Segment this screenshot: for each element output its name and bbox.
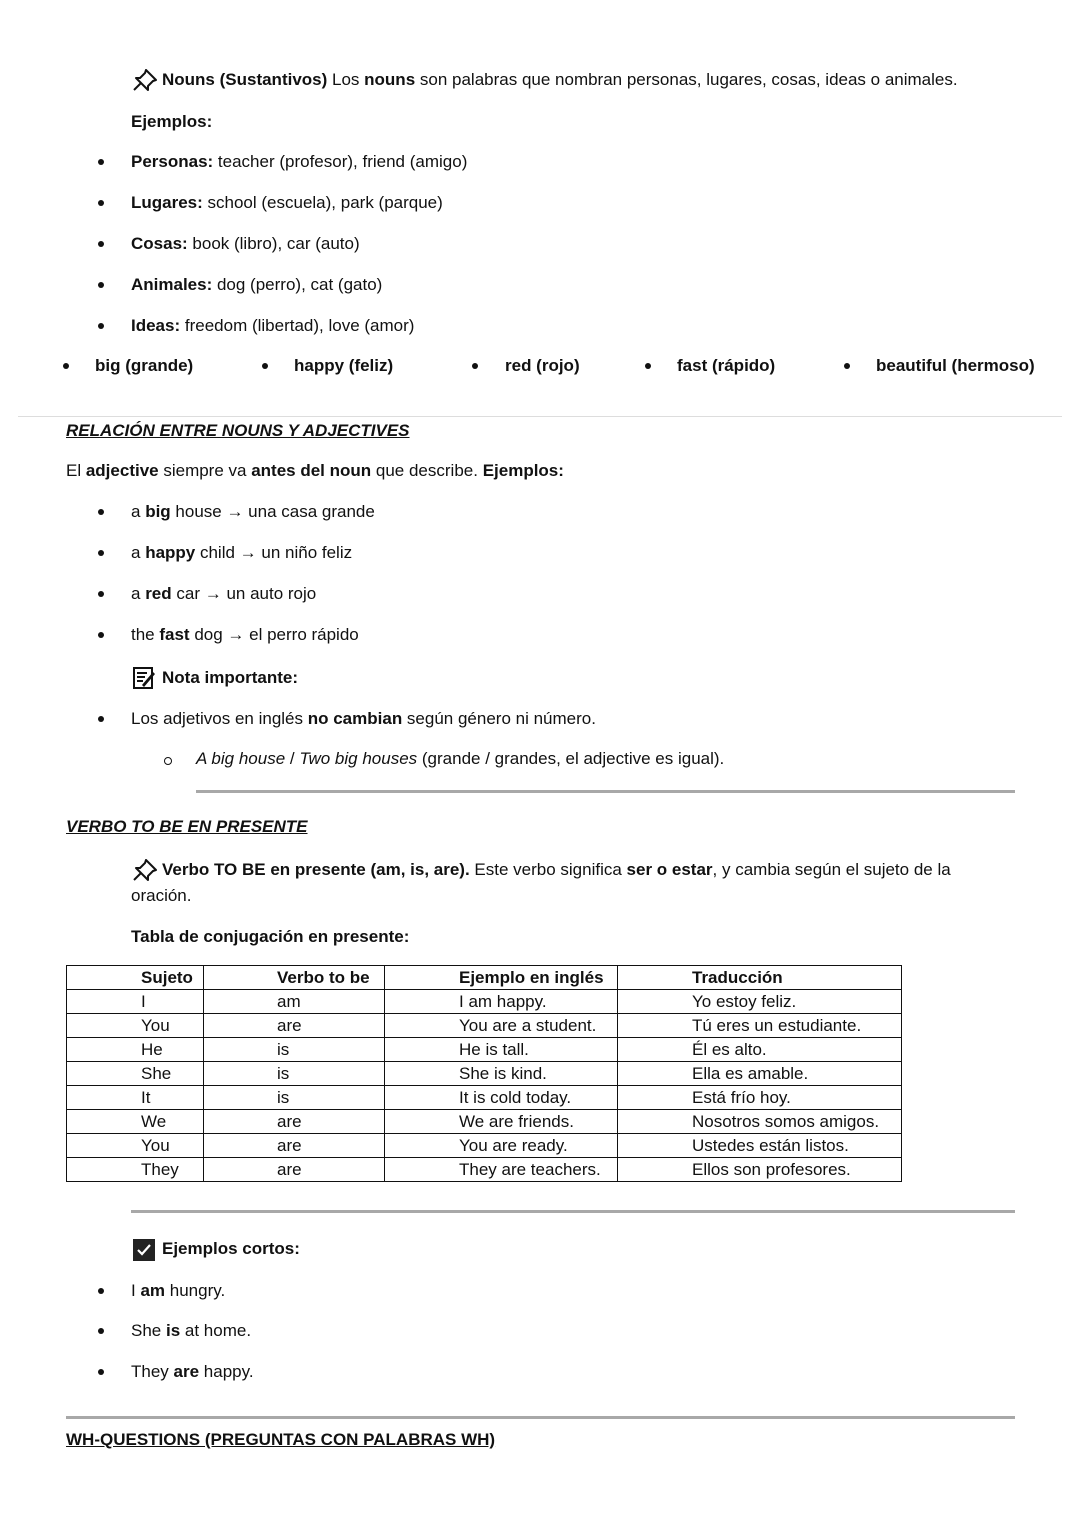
pushpin-icon [132, 68, 158, 92]
text: , y cambia según el sujeto de la [712, 860, 951, 879]
text: que describe. [371, 461, 483, 480]
note-label: Nota importante: [162, 668, 298, 687]
table-label: Tabla de conjugación en presente: [131, 927, 410, 946]
table-cell: We [67, 1110, 204, 1134]
table-cell: You are ready. [385, 1134, 618, 1158]
table-cell: are [204, 1158, 385, 1182]
conjugation-table [66, 965, 902, 1182]
bullet [98, 159, 104, 165]
table-cell: It is cold today. [385, 1086, 618, 1110]
italic-text: A big house [196, 749, 286, 768]
bold-text: red [145, 584, 172, 603]
section-heading-wh: WH-QUESTIONS (PREGUNTAS CON PALABRAS WH) [66, 1430, 496, 1449]
text: (grande / grandes, el adjective es igual). [417, 749, 725, 768]
table-cell: I am happy. [385, 990, 618, 1014]
text: son palabras que nombran personas, lugares, cosas, ideas o animales. [415, 70, 958, 89]
bold-text: ser o estar [626, 860, 713, 879]
table-cell: Él es alto. [618, 1038, 902, 1062]
table-cell: is [204, 1062, 385, 1086]
adjective-item: fast (rápido) [677, 356, 776, 375]
text: freedom (libertad), love (amor) [180, 316, 415, 335]
subnote-text [196, 748, 724, 770]
italic-text: Two big houses [299, 749, 418, 768]
text: hungry. [165, 1281, 226, 1300]
relation-intro [66, 460, 564, 482]
bullet [262, 363, 268, 369]
text: El [66, 461, 86, 480]
table-row [67, 1134, 902, 1158]
bold-text: Lugares: [131, 193, 203, 212]
table-cell: You [67, 1134, 204, 1158]
table-row [67, 1110, 902, 1134]
text: They [131, 1362, 174, 1381]
table-cell: She [67, 1062, 204, 1086]
bullet [844, 363, 850, 369]
text: dog → el perro rápido [189, 625, 359, 644]
bold-text: big [145, 502, 171, 521]
bold-text: Personas: [131, 152, 214, 171]
short-examples-label: Ejemplos cortos: [162, 1239, 300, 1258]
text: school (escuela), park (parque) [202, 193, 443, 212]
table-header-row [67, 966, 902, 990]
text: child → un niño feliz [195, 543, 353, 562]
bullet [98, 241, 104, 247]
bold-text: is [165, 1321, 181, 1340]
list-item [131, 583, 316, 605]
bold-text: nouns [364, 70, 416, 89]
bullet [472, 363, 478, 369]
text: She [131, 1321, 166, 1340]
table-cell: I [67, 990, 204, 1014]
list-item [131, 151, 467, 173]
text: the [131, 625, 160, 644]
bullet [98, 1288, 104, 1294]
text: Este verbo significa [469, 860, 627, 879]
text: teacher (profesor), friend (amigo) [213, 152, 468, 171]
bullet [98, 632, 104, 638]
table-cell: He is tall. [385, 1038, 618, 1062]
text: a [131, 584, 146, 603]
bold-text: antes del noun [251, 461, 372, 480]
bold-text: are [173, 1362, 200, 1381]
text: book (libro), car (auto) [187, 234, 360, 253]
section-heading-relation: RELACIÓN ENTRE NOUNS Y ADJECTIVES [66, 421, 410, 440]
examples-label: Ejemplos: [131, 112, 213, 131]
bold-text: happy [145, 543, 196, 562]
table-cell: Tú eres un estudiante. [618, 1014, 902, 1038]
text: Los [327, 70, 365, 89]
list-item [131, 233, 360, 255]
text: car → un auto rojo [171, 584, 317, 603]
table-cell: You [67, 1014, 204, 1038]
nouns-intro [162, 69, 958, 91]
bullet [98, 509, 104, 515]
bold-text: fast [159, 625, 190, 644]
bullet [98, 716, 104, 722]
table-cell: are [204, 1014, 385, 1038]
bold-text: Ejemplos: [482, 461, 564, 480]
table-row [67, 1158, 902, 1182]
list-item [131, 315, 414, 337]
list-item [131, 624, 359, 646]
text: / [285, 749, 300, 768]
bold-text: Nouns (Sustantivos) [162, 70, 328, 89]
text: I [131, 1281, 141, 1300]
header-traduccion: Traducción [618, 966, 902, 990]
adjective-item: happy (feliz) [294, 356, 394, 375]
table-cell: Ella es amable. [618, 1062, 902, 1086]
table-cell: Yo estoy feliz. [618, 990, 902, 1014]
adjective-item: red (rojo) [505, 356, 580, 375]
bullet [645, 363, 651, 369]
table-cell: is [204, 1086, 385, 1110]
bullet [98, 282, 104, 288]
table-cell: They are teachers. [385, 1158, 618, 1182]
table-cell: Nosotros somos amigos. [618, 1110, 902, 1134]
memo-icon [132, 666, 156, 690]
text: según género ni número. [402, 709, 596, 728]
adjective-item: big (grande) [95, 356, 194, 375]
text: Los adjetivos en inglés [131, 709, 308, 728]
pushpin-icon [132, 858, 158, 882]
bullet [98, 1369, 104, 1375]
text: oración. [131, 886, 192, 905]
bold-text: adjective [85, 461, 159, 480]
bold-text: no cambian [307, 709, 403, 728]
table-cell: Ellos son profesores. [618, 1158, 902, 1182]
list-item [131, 1280, 225, 1302]
list-item [131, 501, 375, 523]
text: happy. [199, 1362, 254, 1381]
bullet [63, 363, 69, 369]
bullet [98, 591, 104, 597]
bullet [98, 200, 104, 206]
header-verbo: Verbo to be [204, 966, 385, 990]
bullet [98, 1328, 104, 1334]
list-item [131, 1361, 254, 1383]
divider [66, 1416, 1015, 1419]
bullet [98, 323, 104, 329]
note-text [131, 708, 596, 730]
table-cell: They [67, 1158, 204, 1182]
section-heading-tobe: VERBO TO BE EN PRESENTE [66, 817, 308, 836]
table-cell: He [67, 1038, 204, 1062]
divider [131, 1210, 1015, 1213]
sub-bullet [164, 757, 172, 765]
text: house → una casa grande [170, 502, 375, 521]
table-cell: It [67, 1086, 204, 1110]
table-cell: are [204, 1110, 385, 1134]
bold-text: am [140, 1281, 166, 1300]
header-sujeto: Sujeto [67, 966, 204, 990]
text: a [131, 502, 146, 521]
table-cell: You are a student. [385, 1014, 618, 1038]
table-cell: are [204, 1134, 385, 1158]
table-cell: She is kind. [385, 1062, 618, 1086]
bullet [98, 550, 104, 556]
table-row [67, 990, 902, 1014]
table-row [67, 1038, 902, 1062]
text: dog (perro), cat (gato) [212, 275, 383, 294]
header-ejemplo: Ejemplo en inglés [385, 966, 618, 990]
table-cell: Está frío hoy. [618, 1086, 902, 1110]
bold-text: Cosas: [131, 234, 188, 253]
table-row [67, 1086, 902, 1110]
text: at home. [180, 1321, 252, 1340]
list-item [131, 542, 352, 564]
table-row [67, 1014, 902, 1038]
tobe-intro [162, 859, 951, 881]
table-cell: is [204, 1038, 385, 1062]
divider [196, 790, 1015, 793]
bold-text: Animales: [131, 275, 213, 294]
check-box-icon [132, 1238, 156, 1262]
text: siempre va [158, 461, 252, 480]
bold-text: Ideas: [131, 316, 181, 335]
tobe-intro-cont [131, 885, 191, 907]
divider [18, 416, 1062, 417]
list-item [131, 274, 382, 296]
table-row [67, 1062, 902, 1086]
table-cell: We are friends. [385, 1110, 618, 1134]
adjective-item: beautiful (hermoso) [876, 356, 1035, 375]
list-item [131, 192, 443, 214]
table-cell: Ustedes están listos. [618, 1134, 902, 1158]
text: a [131, 543, 146, 562]
bold-text: Verbo TO BE en presente (am, is, are). [162, 860, 470, 879]
table-cell: am [204, 990, 385, 1014]
list-item [131, 1320, 251, 1342]
